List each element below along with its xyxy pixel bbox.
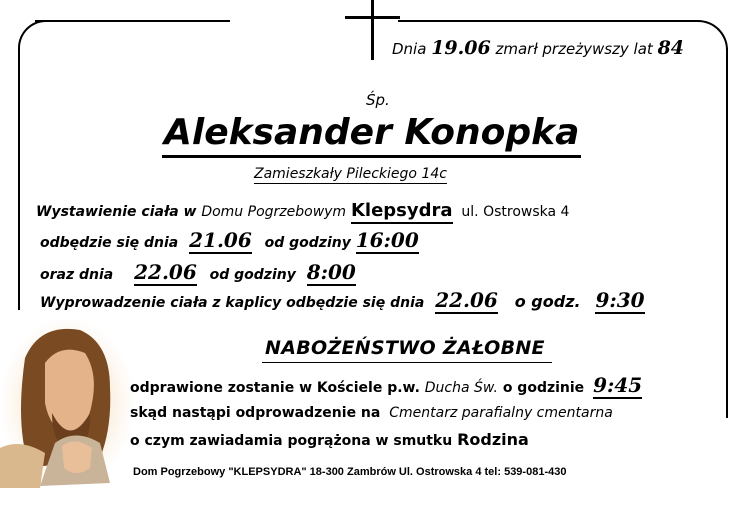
- departure-at-label: o godz.: [514, 292, 581, 311]
- cross-icon: [371, 0, 374, 60]
- service-line-1-pre: odprawione zostanie w Kościele p.w.: [130, 380, 420, 396]
- death-line: [392, 37, 684, 59]
- service-heading: NABOŻEŃSTWO ŻAŁOBNE: [265, 337, 545, 359]
- viewing-street: ul. Ostrowska 4: [461, 204, 570, 220]
- from-label-1: od godziny: [264, 235, 351, 251]
- church-name: Ducha Św.: [424, 380, 498, 396]
- service-time: 9:45: [593, 373, 643, 397]
- jesus-portrait: [0, 318, 135, 488]
- death-prefix: Dnia: [392, 40, 427, 58]
- frame-corner-top-right: [688, 20, 728, 52]
- viewing-date-1: 21.06: [189, 228, 252, 252]
- from-label-2: od godziny: [209, 267, 296, 283]
- family: Rodzina: [457, 430, 529, 449]
- frame-corner-top-left: [18, 20, 50, 52]
- footer-contact: Dom Pogrzebowy "KLEPSYDRA" 18-300 Zambrów Ul. Ostrowska 4 tel: 539-081-430: [133, 466, 567, 478]
- service-line-2-pre: skąd nastąpi odprowadzenie na: [130, 405, 381, 421]
- viewing-time-2: 8:00: [306, 260, 356, 284]
- and-label: oraz dnia: [40, 267, 114, 283]
- frame-left: [18, 48, 20, 310]
- viewing-date-line: [40, 229, 419, 251]
- viewing-place-name: Klepsydra: [351, 200, 453, 224]
- frame-right: [726, 48, 728, 418]
- viewing-intro: Wystawienie ciała w: [36, 204, 197, 220]
- viewing-line: [36, 200, 569, 221]
- heading-underline: [262, 362, 552, 363]
- service-line-2: [130, 405, 613, 421]
- departure-label: Wyprowadzenie ciała z kaplicy odbędzie się dnia: [40, 295, 425, 311]
- frame-top-right: [398, 20, 688, 22]
- departure-line: [40, 289, 645, 311]
- departure-time: 9:30: [595, 288, 645, 312]
- viewing-time-1: 16:00: [355, 228, 419, 252]
- cross-icon-bar: [345, 16, 400, 19]
- viewing-place: Domu Pogrzebowym: [201, 204, 347, 220]
- viewing-date-line-2: [40, 261, 356, 283]
- death-date: 19.06: [431, 37, 491, 59]
- death-mid: zmarł przeżywszy lat: [495, 40, 653, 58]
- age: 84: [657, 37, 685, 59]
- deceased-name: Aleksander Konopka: [162, 113, 581, 158]
- salutation: Śp.: [366, 91, 390, 109]
- address: Zamieszkały Pileckiego 14c: [254, 166, 447, 182]
- cemetery-name: Cmentarz parafialny cmentarna: [389, 405, 613, 421]
- frame-top-left: [35, 20, 230, 22]
- viewing-date-2: 22.06: [134, 260, 197, 284]
- departure-date: 22.06: [435, 288, 498, 312]
- service-line-3: [130, 430, 529, 449]
- service-line-3-pre: o czym zawiadamia pogrążona w smutku: [130, 433, 453, 449]
- service-at-label: o godzinie: [502, 380, 585, 396]
- service-line-1: [130, 374, 642, 396]
- when-label: odbędzie się dnia: [40, 235, 179, 251]
